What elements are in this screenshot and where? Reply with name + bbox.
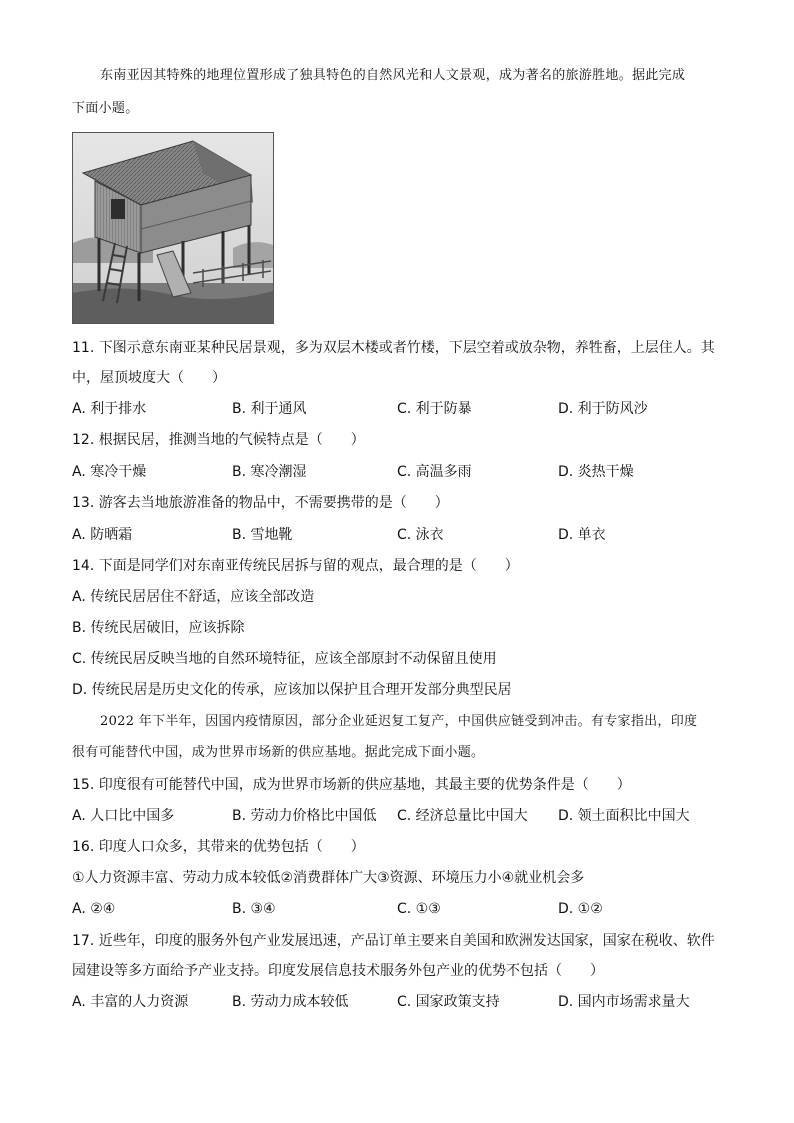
q13-stem: 13. 游客去当地旅游准备的物品中，不需要携带的是（ ）	[72, 495, 449, 511]
q14-option-d[interactable]: D. 传统民居是历史文化的传承，应该加以保护且合理开发部分典型民居	[72, 682, 512, 698]
q16-option-b[interactable]: B. ③④	[232, 901, 276, 917]
intro-1-line-1: 东南亚因其特殊的地理位置形成了独具特色的自然风光和人文景观，成为著名的旅游胜地。据此完成	[100, 68, 686, 83]
q12-option-d[interactable]: D. 炎热干燥	[558, 464, 634, 480]
q12-option-c[interactable]: C. 高温多雨	[397, 464, 472, 480]
intro-1-line-2: 下面小题。	[72, 101, 139, 116]
q17-option-d[interactable]: D. 国内市场需求量大	[558, 994, 690, 1010]
q11-option-b[interactable]: B. 利于通风	[232, 401, 307, 417]
q17-stem-line-1: 17. 近些年，印度的服务外包产业发展迅速，产品订单主要来自美国和欧洲发达国家，国家在税收、软件	[72, 933, 715, 949]
q16-statements: ①人力资源丰富、劳动力成本较低②消费群体广大③资源、环境压力小④就业机会多	[72, 870, 585, 886]
q12-stem: 12. 根据民居，推测当地的气候特点是（ ）	[72, 432, 365, 448]
q12-option-b[interactable]: B. 寒冷潮湿	[232, 464, 307, 480]
stilt-house-photo	[72, 132, 274, 324]
q11-stem-line-1: 11. 下图示意东南亚某种民居景观，多为双层木楼或者竹楼，下层空着或放杂物，养牲畜，上层住人。其	[72, 340, 715, 356]
intro-2-line-2: 很有可能替代中国，成为世界市场新的供应基地。据此完成下面小题。	[72, 745, 485, 760]
q15-options	[72, 806, 722, 826]
q13-option-b[interactable]: B. 雪地靴	[232, 527, 293, 543]
q13-option-d[interactable]: D. 单衣	[558, 527, 606, 543]
q17-option-a[interactable]: A. 丰富的人力资源	[72, 994, 189, 1010]
q15-option-a[interactable]: A. 人口比中国多	[72, 808, 175, 824]
q17-options	[72, 992, 722, 1012]
q12-options	[72, 462, 722, 482]
q16-stem: 16. 印度人口众多，其带来的优势包括（ ）	[72, 839, 365, 855]
stilt-house-image	[73, 133, 273, 323]
q13-options	[72, 525, 722, 545]
q11-option-d[interactable]: D. 利于防风沙	[558, 401, 648, 417]
q17-option-c[interactable]: C. 国家政策支持	[397, 994, 500, 1010]
q16-options	[72, 899, 722, 919]
q11-option-a[interactable]: A. 利于排水	[72, 401, 147, 417]
q16-option-d[interactable]: D. ①②	[558, 901, 603, 917]
q14-stem: 14. 下面是同学们对东南亚传统民居拆与留的观点，最合理的是（ ）	[72, 558, 519, 574]
q14-option-c[interactable]: C. 传统民居反映当地的自然环境特征，应该全部原封不动保留且使用	[72, 651, 497, 667]
q15-stem: 15. 印度很有可能替代中国，成为世界市场新的供应基地，其最主要的优势条件是（ ）	[72, 777, 631, 793]
q16-option-a[interactable]: A. ②④	[72, 901, 116, 917]
q13-option-c[interactable]: C. 泳衣	[397, 527, 444, 543]
q11-options	[72, 399, 722, 419]
q15-option-c[interactable]: C. 经济总量比中国大	[397, 808, 528, 824]
q17-option-b[interactable]: B. 劳动力成本较低	[232, 994, 349, 1010]
q11-stem-line-2: 中，屋顶坡度大（ ）	[72, 370, 226, 386]
intro-2-line-1: 2022 年下半年，因国内疫情原因，部分企业延迟复工复产，中国供应链受到冲击。有专家指出，印度	[100, 714, 698, 729]
q17-stem-line-2: 园建设等多方面给予产业支持。印度发展信息技术服务外包产业的优势不包括（ ）	[72, 963, 604, 979]
q13-option-a[interactable]: A. 防晒霜	[72, 527, 133, 543]
q11-option-c[interactable]: C. 利于防暴	[397, 401, 472, 417]
q15-option-d[interactable]: D. 领土面积比中国大	[558, 808, 690, 824]
q12-option-a[interactable]: A. 寒冷干燥	[72, 464, 147, 480]
q14-option-a[interactable]: A. 传统民居居住不舒适，应该全部改造	[72, 589, 315, 605]
q16-option-c[interactable]: C. ①③	[397, 901, 441, 917]
q14-option-b[interactable]: B. 传统民居破旧，应该拆除	[72, 620, 245, 636]
q15-option-b[interactable]: B. 劳动力价格比中国低	[232, 808, 377, 824]
